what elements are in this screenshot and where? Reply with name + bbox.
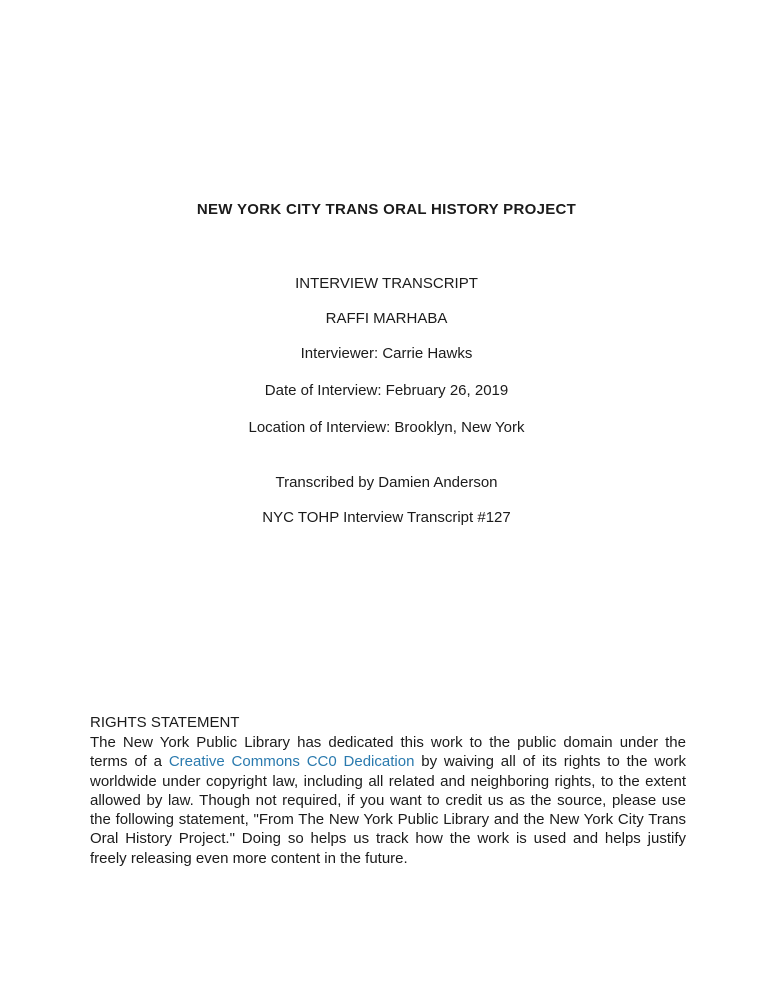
interview-date-line: Date of Interview: February 26, 2019 bbox=[264, 382, 509, 399]
rights-statement-paragraph bbox=[90, 733, 686, 868]
interview-location-line: Location of Interview: Brooklyn, New York bbox=[248, 419, 525, 436]
transcript-number-line: NYC TOHP Interview Transcript #127 bbox=[262, 509, 511, 526]
rights-text-after-link: by waiving all of its rights to the work worldwide under copyright law, including all related and neighboring rights, to the extent allowed by law. Though not required, if you want to credit us as the source, please use the following statement, "From The New York Public Library and the New York City Trans Oral History Project." Doing so helps us track how the work is used and helps justify freely releasing even more content in the future. bbox=[90, 753, 686, 867]
subtitle-interview-transcript: INTERVIEW TRANSCRIPT bbox=[295, 275, 478, 292]
page-title: NEW YORK CITY TRANS ORAL HISTORY PROJECT bbox=[196, 201, 577, 218]
creative-commons-cc0-link[interactable]: Creative Commons CC0 Dedication bbox=[168, 753, 415, 771]
rights-text-before-link: The New York Public Library has dedicated this work to the public domain under the terms of a bbox=[90, 734, 686, 771]
interviewer-line: Interviewer: Carrie Hawks bbox=[300, 345, 473, 362]
transcriber-line: Transcribed by Damien Anderson bbox=[275, 474, 498, 491]
interviewee-name: RAFFI MARHABA bbox=[325, 310, 448, 327]
rights-statement-heading: RIGHTS STATEMENT bbox=[90, 714, 240, 731]
